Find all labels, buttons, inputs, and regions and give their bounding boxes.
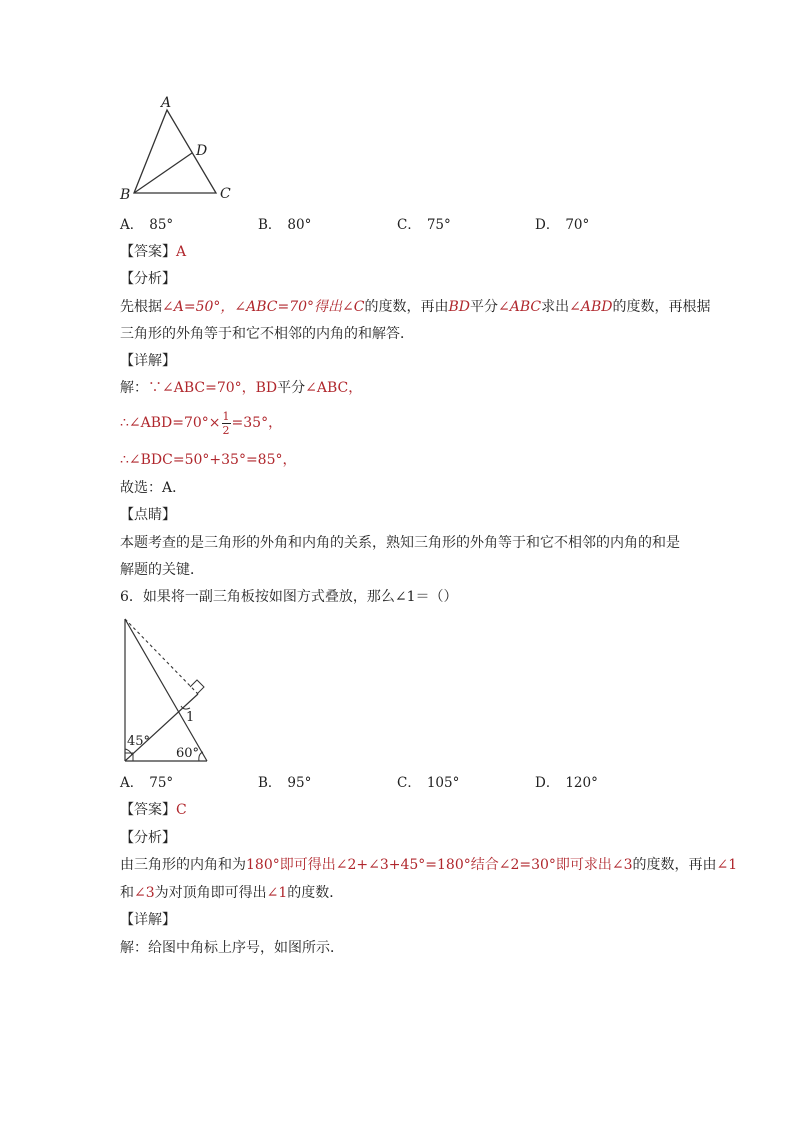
- q6-stem: 6．如果将一副三角板按如图方式叠放，那么∠1＝（）: [120, 589, 458, 605]
- right-angle-marker: [190, 680, 204, 694]
- label-60: 60°: [176, 746, 200, 761]
- q6-analysis-heading: 【分析】: [120, 830, 176, 846]
- label-a: A: [161, 95, 172, 111]
- q5-option-c: C． 75°: [397, 217, 451, 233]
- q5-detail-heading: 【详解】: [120, 353, 176, 369]
- q6-option-c: C． 105°: [397, 775, 460, 791]
- q5-option-a: A． 85°: [120, 217, 174, 233]
- fraction-one-half: $\frac{1}{2}$: [222, 409, 230, 437]
- q5-comment-line1: 本题考查的是三角形的外角和内角的关系，熟知三角形的外角等于和它不相邻的内角的和是: [120, 535, 680, 551]
- q6-option-d: D． 120°: [535, 775, 598, 791]
- q5-detail-line3: ∴∠BDC=50°+35°=85°，: [120, 452, 297, 468]
- q6-analysis-line1: 由三角形的内角和为180°即可得出∠2+∠3+45°=180°结合∠2=30°即可求出∠3的度数，再由∠1: [120, 857, 738, 873]
- q5-comment-heading: 【点睛】: [120, 507, 176, 523]
- q5-analysis-line2: 三角形的外角等于和它不相邻的内角的和解答．: [120, 326, 414, 342]
- q5-comment-line2: 解题的关键．: [120, 562, 204, 578]
- triangle-abc-figure: [110, 92, 240, 204]
- label-c: C: [220, 186, 231, 202]
- q5-analysis-heading: 【分析】: [120, 271, 176, 287]
- q6-answer: 【答案】C: [120, 802, 187, 818]
- segment-bd: [134, 153, 192, 193]
- label-d: D: [196, 143, 208, 159]
- q5-answer: 【答案】A: [120, 244, 187, 260]
- q5-detail-line2: ∴∠ABD=70°× $\frac{1}{2}$ =35°，: [120, 409, 283, 437]
- q5-analysis-line1: 先根据∠A=50°，∠ABC=70°得出∠C的度数，再由BD平分∠ABC求出∠ABD的度数，再根据: [120, 299, 711, 315]
- q5-option-d: D． 70°: [535, 217, 590, 233]
- label-b: B: [120, 187, 131, 203]
- q6-detail-line1: 解：给图中角标上序号，如图所示．: [120, 940, 344, 956]
- q6-detail-heading: 【详解】: [120, 912, 176, 928]
- q6-option-b: B． 95°: [258, 775, 312, 791]
- q5-choice: 故选：A．: [120, 480, 187, 496]
- q6-analysis-line2: 和∠3为对顶角即可得出∠1的度数．: [120, 885, 344, 901]
- q5-option-b: B． 80°: [258, 217, 312, 233]
- q5-detail-line1: 解：∵∠ABC=70°，BD平分∠ABC，: [120, 380, 363, 396]
- label-angle-1: 1: [186, 710, 195, 725]
- label-45: 45°: [127, 734, 151, 749]
- set-squares-figure: [118, 614, 218, 766]
- arc-45: [125, 749, 132, 755]
- q6-option-a: A． 75°: [120, 775, 174, 791]
